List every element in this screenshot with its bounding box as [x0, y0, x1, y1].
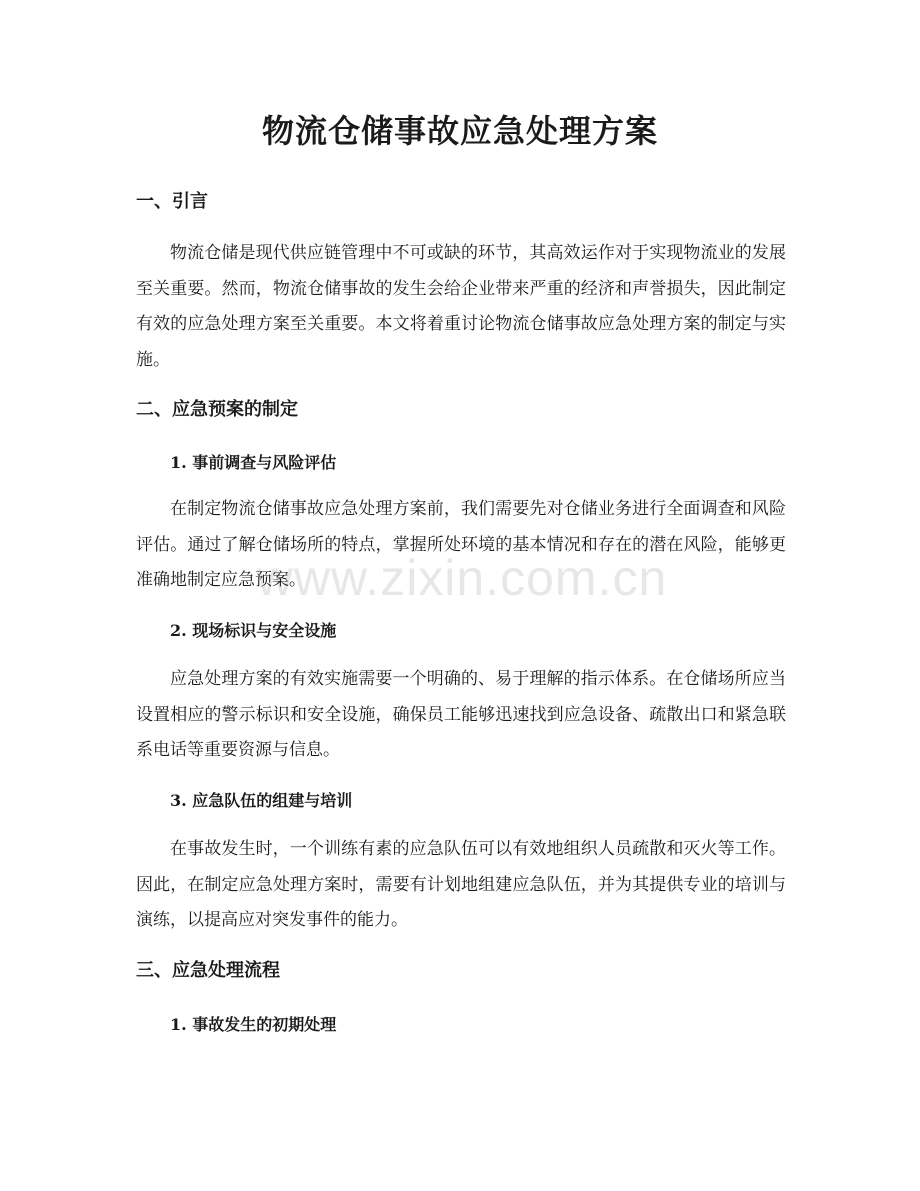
paragraph-survey: 在制定物流仓储事故应急处理方案前，我们需要先对仓储业务进行全面调查和风险评估。通过了解仓储场所的特点，掌握所处环境的基本情况和存在的潜在风险，能够更准确地制定应急预案。 — [136, 499, 786, 590]
sub-heading-team: 3. 应急队伍的组建与培训 — [170, 791, 353, 810]
sub-heading-initial: 1. 事故发生的初期处理 — [170, 1015, 337, 1034]
watermark-text: www.zixin.com.cn — [256, 550, 668, 606]
section-heading-plan: 二、应急预案的制定 — [136, 399, 298, 420]
document-title: 物流仓储事故应急处理方案 — [261, 112, 658, 150]
sub-heading-signage: 2. 现场标识与安全设施 — [170, 621, 337, 640]
section-heading-intro: 一、引言 — [136, 191, 208, 212]
paragraph-team: 在事故发生时，一个训练有素的应急队伍可以有效地组织人员疏散和灭火等工作。因此，在制定应急处理方案时，需要有计划地组建应急队伍，并为其提供专业的培训与演练，以提高应对突发事件的能力。 — [136, 839, 786, 930]
section-heading-process: 三、应急处理流程 — [136, 960, 280, 981]
paragraph-signage: 应急处理方案的有效实施需要一个明确的、易于理解的指示体系。在仓储场所应当设置相应的警示标识和安全设施，确保员工能够迅速找到应急设备、疏散出口和紧急联系电话等重要资源与信息。 — [136, 669, 786, 760]
paragraph-intro: 物流仓储是现代供应链管理中不可或缺的环节，其高效运作对于实现物流业的发展至关重要。然而，物流仓储事故的发生会给企业带来严重的经济和声誉损失，因此制定有效的应急处理方案至关重要。本文将着重讨论物流仓储事故应急处理方案的制定与实施。 — [136, 243, 786, 370]
sub-heading-survey: 1. 事前调查与风险评估 — [170, 453, 337, 472]
